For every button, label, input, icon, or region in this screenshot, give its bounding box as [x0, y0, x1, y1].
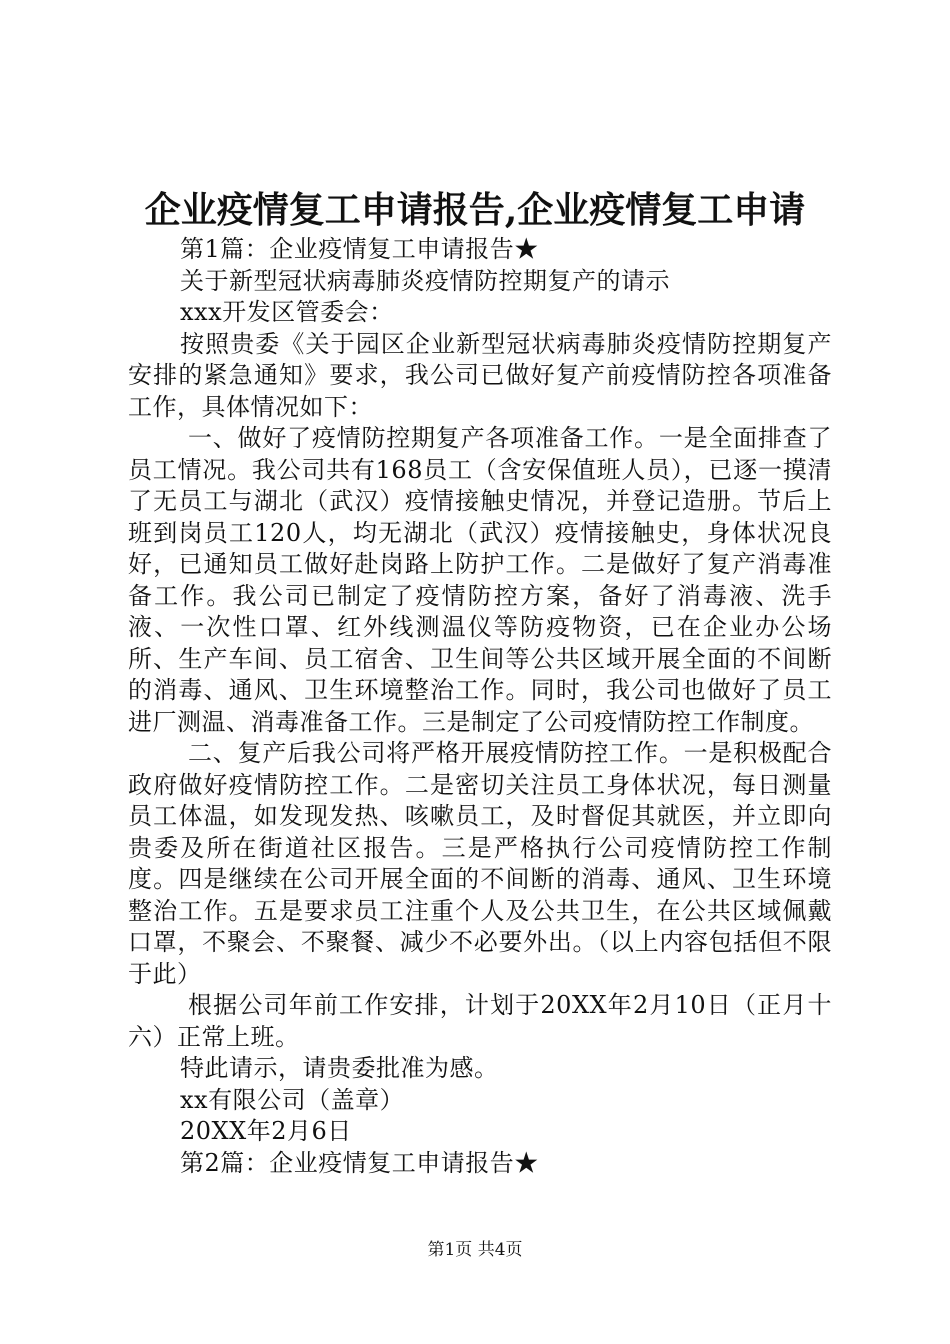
- intro-paragraph: 按照贵委《关于园区企业新型冠状病毒肺炎疫情防控期复产安排的紧急通知》要求，我公司已做好复产前疫情防控各项准备工作，具体情况如下：: [128, 329, 832, 421]
- plan-paragraph: 根据公司年前工作安排，计划于20XX年2月10日（正月十六）正常上班。: [128, 991, 832, 1051]
- section-2-heading: 第2篇：企业疫情复工申请报告★: [180, 1148, 539, 1177]
- document-body: [128, 234, 832, 1179]
- date-line: 20XX年2月6日: [180, 1117, 352, 1145]
- point-one-paragraph: 一、做好了疫情防控期复产各项准备工作。一是全面排查了员工情况。我公司共有168员工（含安保值班人员），已逐一摸清了无员工与湖北（武汉）疫情接触史情况，并登记造册。节后上班到岗员工120人，均无湖北（武汉）疫情接触史，身体状况良好，已通知员工做好赴岗路上防护工作。二是做好了复产消毒准备工作。我公司已制定了疫情防控方案，备好了消毒液、洗手液、一次性口罩、红外线测温仪等防疫物资，已在企业办公场所、生产车间、员工宿舍、卫生间等公共区域开展全面的不间断的消毒、通风、卫生环境整治工作。同时，我公司也做好了员工进厂测温、消毒准备工作。三是制定了公司疫情防控工作制度。: [128, 424, 832, 736]
- document-title: 企业疫情复工申请报告,企业疫情复工申请: [144, 189, 806, 231]
- request-subject: 关于新型冠状病毒肺炎疫情防控期复产的请示: [180, 266, 670, 295]
- signature-line: xx有限公司（盖章）: [180, 1085, 405, 1114]
- section-1-heading: 第1篇：企业疫情复工申请报告★: [180, 235, 539, 263]
- closing-line: 特此请示，请贵委批准为感。: [180, 1054, 499, 1082]
- page-number-footer: 第1页 共4页: [427, 1240, 523, 1260]
- recipient-line: xxx开发区管委会：: [180, 298, 394, 326]
- point-two-paragraph: 二、复产后我公司将严格开展疫情防控工作。一是积极配合政府做好疫情防控工作。二是密切关注员工身体状况，每日测量员工体温，如发现发热、咳嗽员工，及时督促其就医，并立即向贵委及所在街道社区报告。三是严格执行公司疫情防控工作制度。四是继续在公司开展全面的不间断的消毒、通风、卫生环境整治工作。五是要求员工注重个人及公共卫生，在公共区域佩戴口罩，不聚会、不聚餐、减少不必要外出。（以上内容包括但不限于此）: [128, 739, 832, 988]
